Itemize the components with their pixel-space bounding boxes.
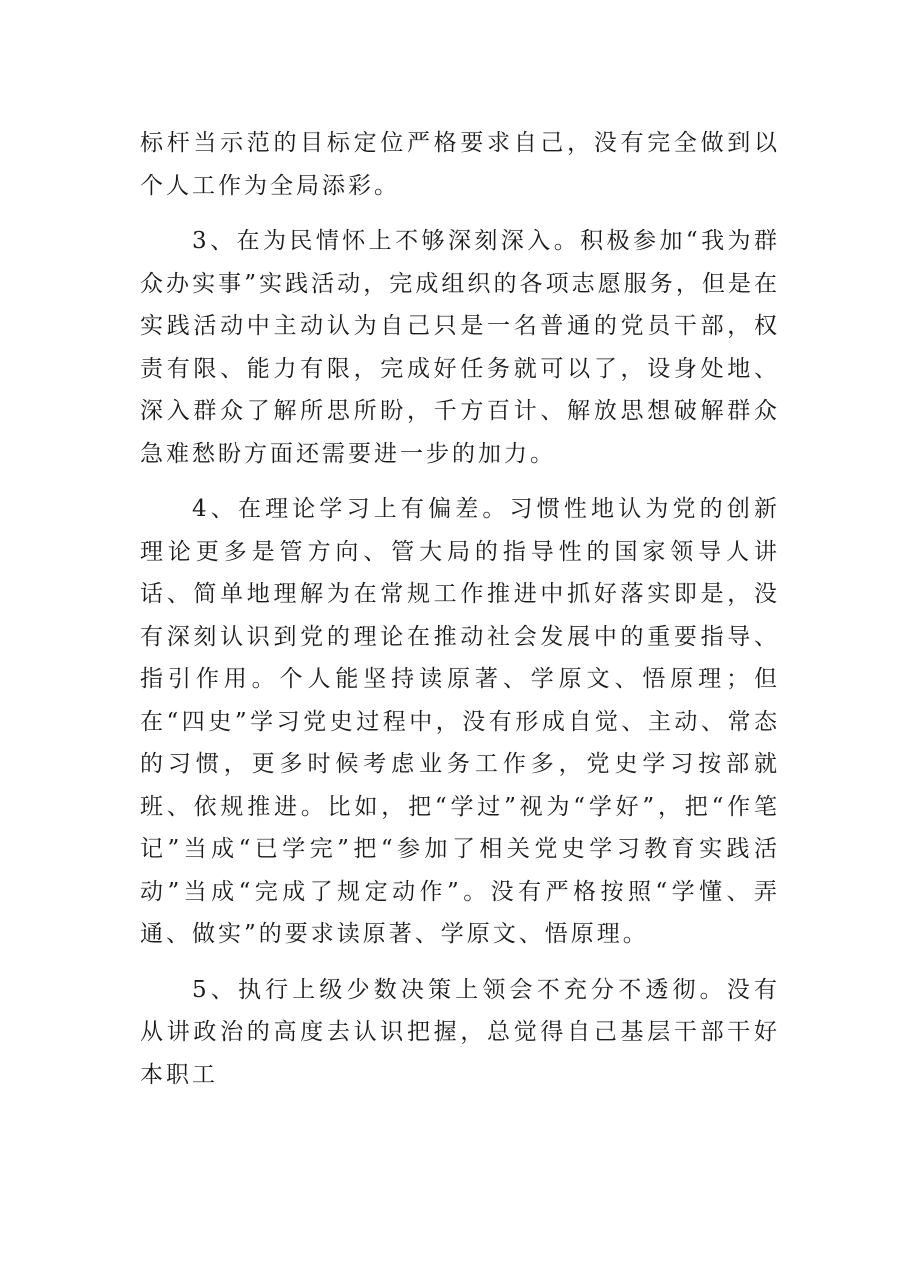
paragraph-item-5: 5、执行上级少数决策上领会不充分不透彻。没有从讲政治的高度去认识把握，总觉得自己基层干部干好本职工	[140, 976, 780, 1088]
document-body	[140, 122, 780, 1096]
paragraph-item-4: 4、在理论学习上有偏差。习惯性地认为党的创新理论更多是管方向、管大局的指导性的国家领导人讲话、简单地理解为在常规工作推进中抓好落实即是，没有深刻认识到党的理论在推动社会发展中的重要指导、指引作用。个人能坚持读原著、学原文、悟原理；但在“四史”学习党史过程中，没有形成自觉、主动、常态的习惯，更多时候考虑业务工作多，党史学习按部就班、依规推进。比如，把“学过”视为“学好”，把“作笔记”当成“已学完”把“参加了相关党史学习教育实践活动”当成“完成了规定动作”。没有严格按照“学懂、弄通、做实”的要求读原著、学原文、悟原理。	[140, 496, 780, 947]
paragraph-continuation: 标杆当示范的目标定位严格要求自己，没有完全做到以个人工作为全局添彩。	[140, 130, 780, 199]
paragraph-item-3: 3、在为民情怀上不够深刻深入。积极参加“我为群众办实事”实践活动，完成组织的各项志愿服务，但是在实践活动中主动认为自己只是一名普通的党员干部，权责有限、能力有限，完成好任务就可以了，设身处地、深入群众了解所思所盼，千方百计、解放思想破解群众急难愁盼方面还需要进一步的加力。	[140, 228, 780, 467]
